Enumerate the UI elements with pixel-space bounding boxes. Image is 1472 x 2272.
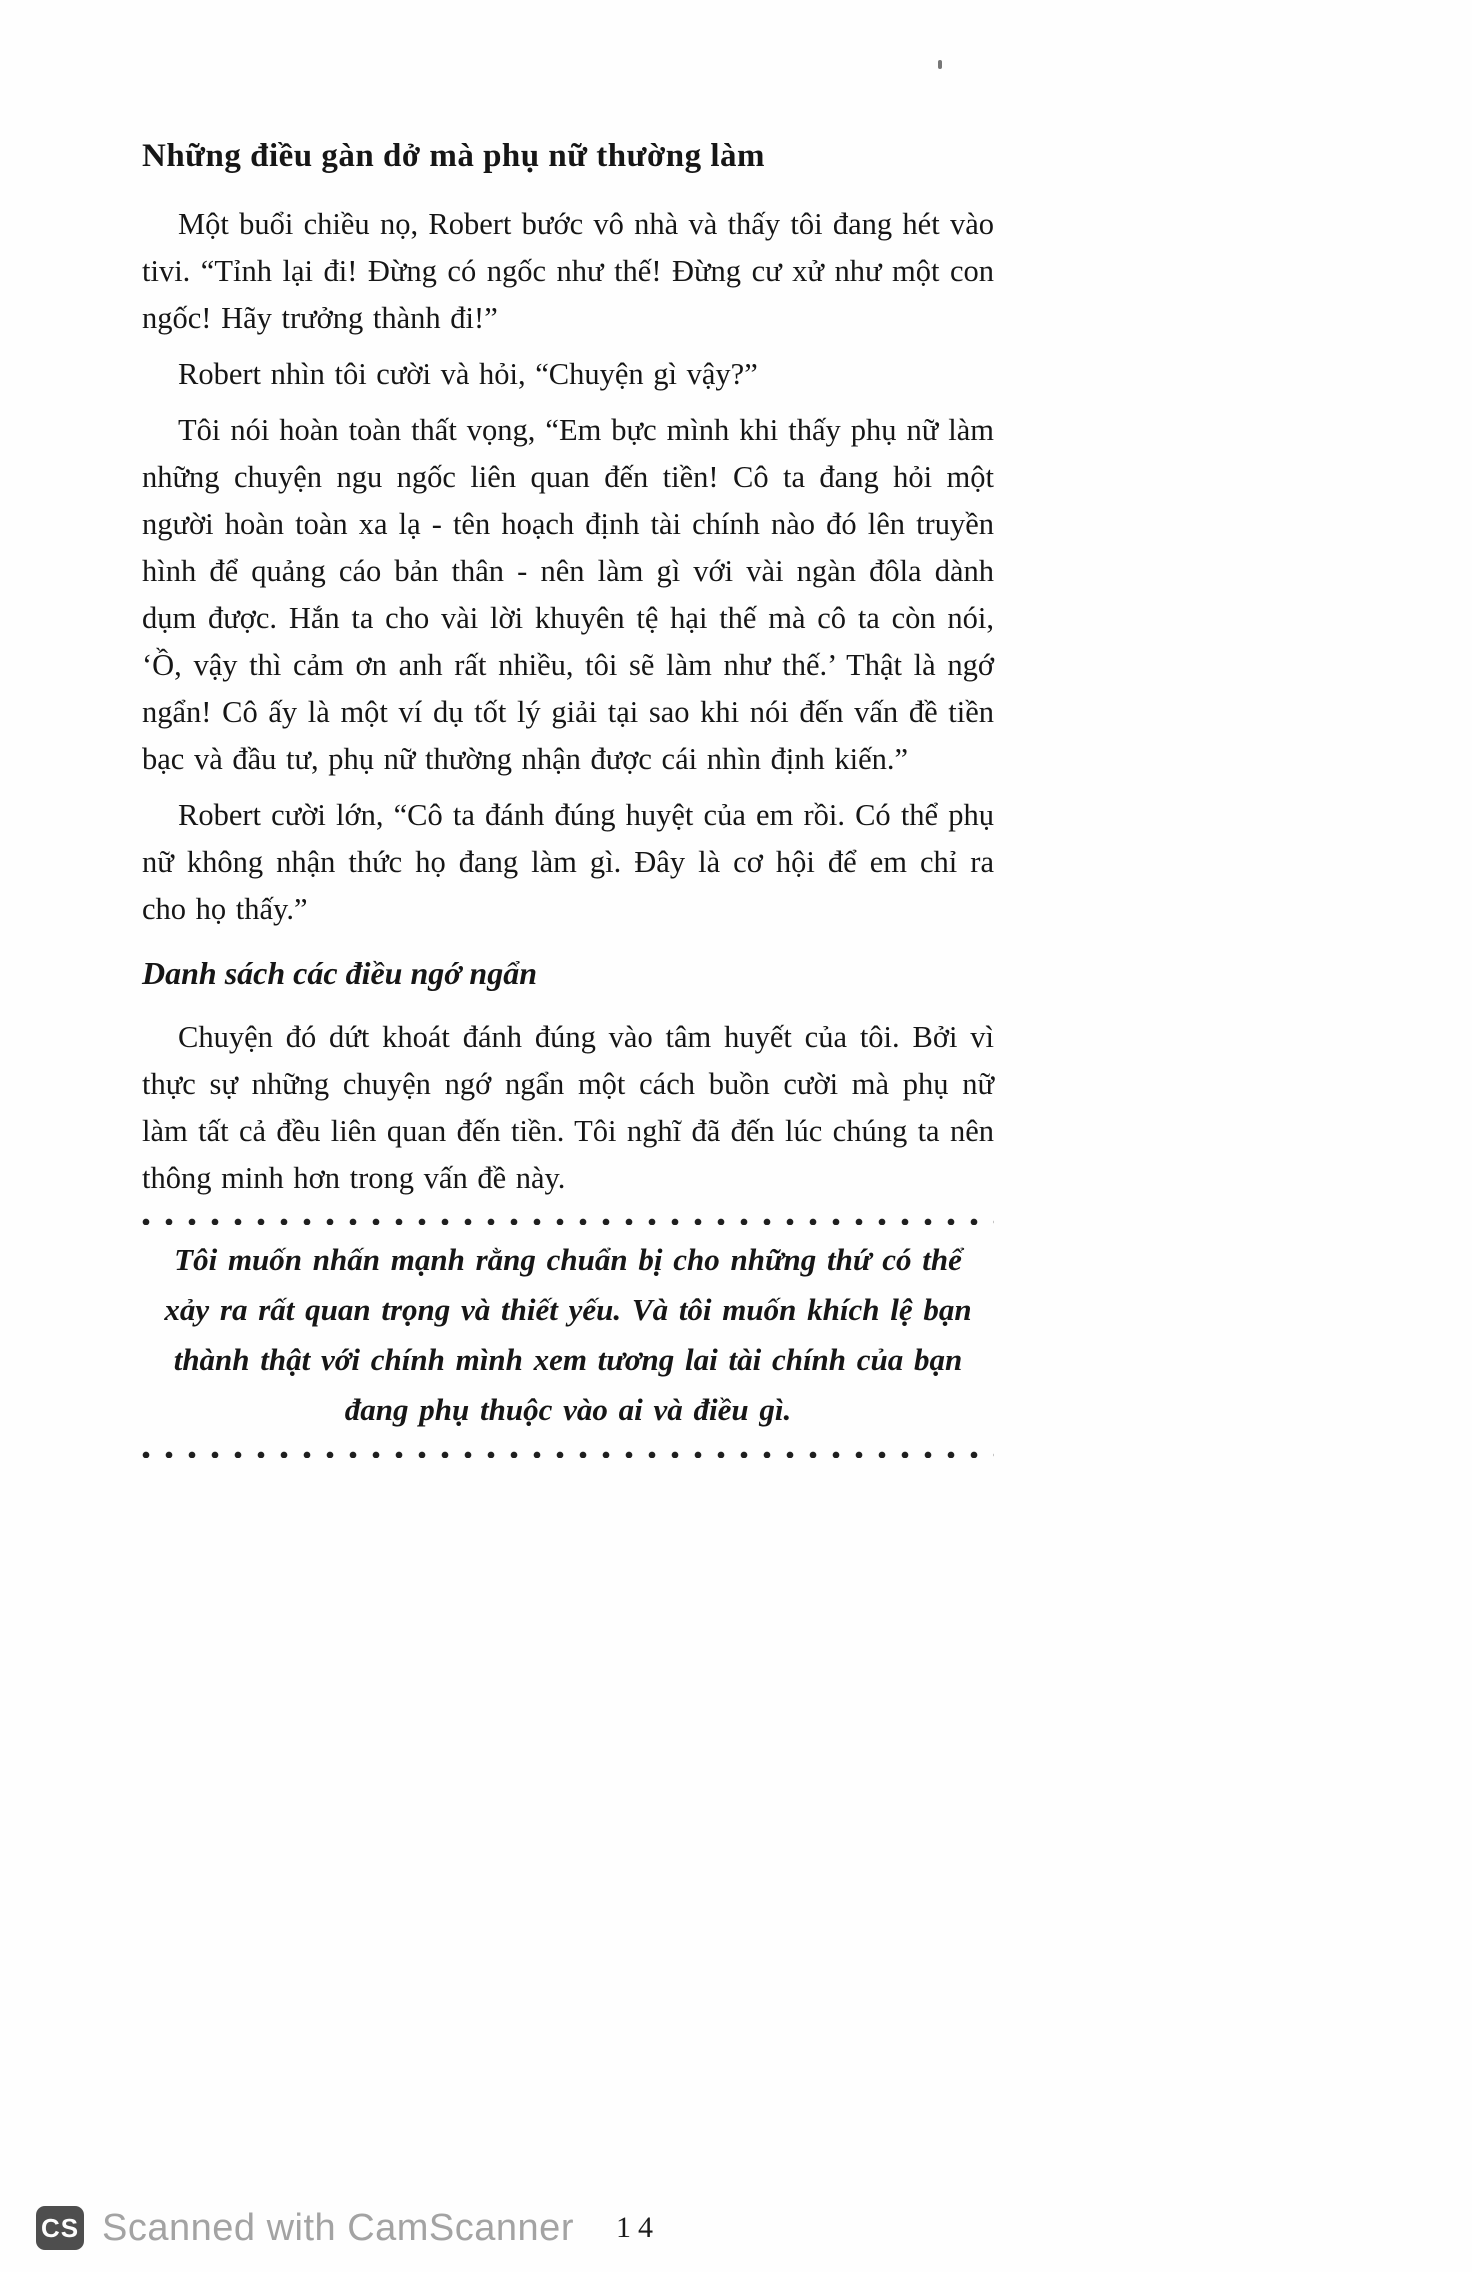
page-number: 14 [615, 2211, 660, 2244]
subsection-heading: Danh sách các điều ngớ ngẩn [142, 955, 538, 991]
paragraph-1: Một buổi chiều nọ, Robert bước vô nhà và thấy tôi đang hét vào tivi. “Tỉnh lại đi! Đừng có ngốc như thế! Đừng cư xử như một con ngốc! Hãy trưởng thành đi!” [142, 207, 994, 335]
dotted-divider-bottom [142, 1451, 994, 1458]
paragraph-4: Robert cười lớn, “Cô ta đánh đúng huyệt của em rồi. Có thể phụ nữ không nhận thức họ đang làm gì. Đây là cơ hội để em chỉ ra cho họ thấy.” [142, 798, 994, 926]
scanned-page-content [142, 138, 994, 1468]
paragraph-2: Robert nhìn tôi cười và hỏi, “Chuyện gì vậy?” [178, 357, 758, 391]
camscanner-watermark: Scanned with CamScanner [102, 2206, 574, 2249]
quote-text: Tôi muốn nhấn mạnh rằng chuẩn bị cho những thứ có thể xảy ra rất quan trọng và thiết yếu. Và tôi muốn khích lệ bạn thành thật với chính mình xem tương lai tài chính của bạn đang phụ thuộc vào ai và điều gì. [164, 1242, 972, 1427]
paragraph-3: Tôi nói hoàn toàn thất vọng, “Em bực mình khi thấy phụ nữ làm những chuyện ngu ngốc liên quan đến tiền! Cô ta đang hỏi một người hoàn toàn xa lạ - tên hoạch định tài chính nào đó lên truyền hình để quảng cáo bản thân - nên làm gì với vài ngàn đôla dành dụm được. Hắn ta cho vài lời khuyên tệ hại thế mà cô ta còn nói, ‘Ồ, vậy thì cảm ơn anh rất nhiều, tôi sẽ làm như thế.’ Thật là ngớ ngẩn! Cô ấy là một ví dụ tốt lý giải tại sao khi nói đến vấn đề tiền bạc và đầu tư, phụ nữ thường nhận được cái nhìn định kiến.” [142, 413, 994, 776]
camscanner-logo-text: CS [40, 2212, 80, 2243]
section-heading: Những điều gàn dở mà phụ nữ thường làm [142, 138, 765, 174]
camscanner-footer [36, 2206, 660, 2250]
camscanner-logo-icon [36, 2206, 84, 2250]
dotted-divider-top [142, 1218, 994, 1225]
closing-paragraph: Chuyện đó dứt khoát đánh đúng vào tâm huyết của tôi. Bởi vì thực sự những chuyện ngớ ngẩn một cách buồn cười mà phụ nữ làm tất cả đều liên quan đến tiền. Tôi nghĩ đã đến lúc chúng ta nên thông minh hơn trong vấn đề này. [142, 1020, 994, 1195]
scan-speck [938, 60, 942, 69]
